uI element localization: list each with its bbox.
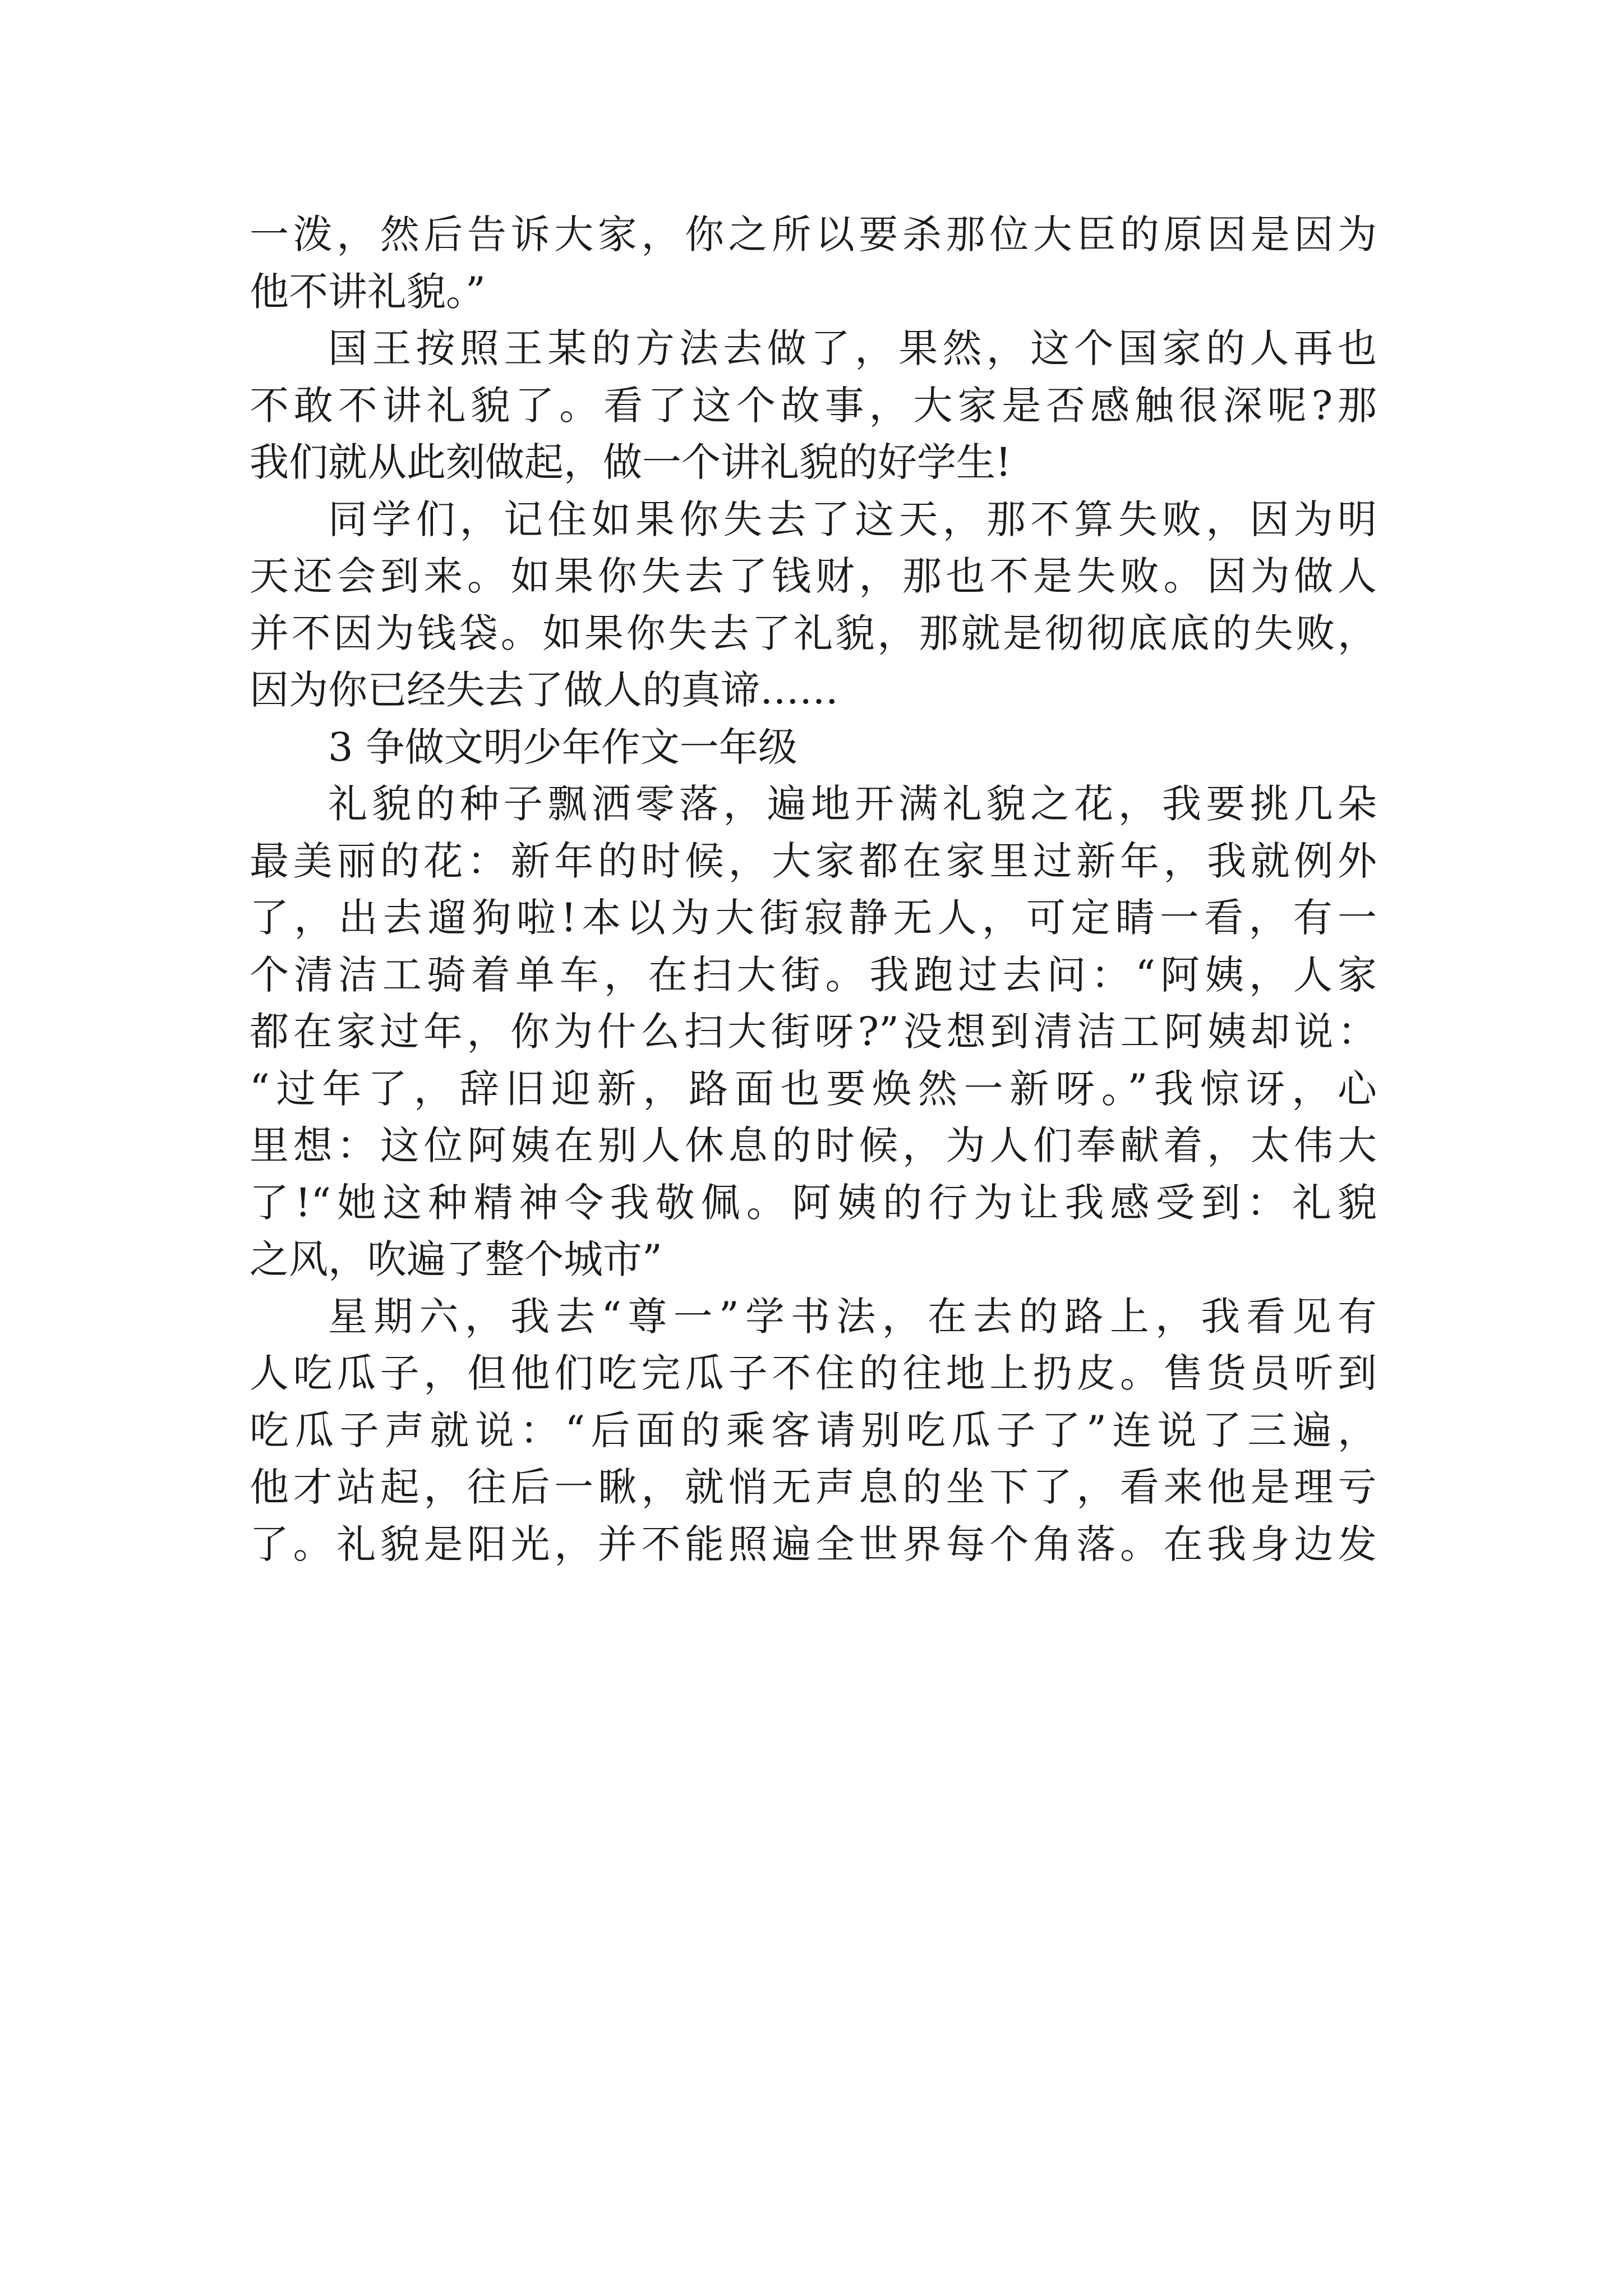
text-line: 不敢不讲礼貌了。看了这个故事，大家是否感触很深呢?那 [250,382,1377,429]
text-line: 最美丽的花：新年的时候，大家都在家里过新年，我就例外 [250,838,1377,884]
section-heading: 3 争做文明少年作文一年级 [328,724,797,770]
text-line: “过年了，辞旧迎新，路面也要焕然一新呀。”我惊讶，心 [250,1065,1377,1112]
text-line: 一泼，然后告诉大家，你之所以要杀那位大臣的原因是因为 [250,211,1377,257]
text-line: 了，出去遛狗啦!本以为大街寂静无人，可定睛一看，有一 [250,895,1377,941]
text-line: 了。礼貌是阳光，并不能照遍全世界每个角落。在我身边发 [250,1521,1377,1567]
text-line: 人吃瓜子，但他们吃完瓜子不住的往地上扔皮。售货员听到 [250,1350,1377,1396]
text-line: 我们就从此刻做起，做一个讲礼貌的好学生! [250,439,1012,485]
text-line: 个清洁工骑着单车，在扫大街。我跑过去问：“阿姨，人家 [250,951,1377,998]
text-line: 他才站起，往后一瞅，就悄无声息的坐下了，看来他是理亏 [250,1464,1377,1510]
text-line: 了!“她这种精神令我敬佩。阿姨的行为让我感受到：礼貌 [250,1179,1377,1226]
paragraph-first-line: 星期六，我去“尊一”学书法，在去的路上，我看见有 [328,1293,1377,1340]
text-line: 里想：这位阿姨在别人休息的时候，为人们奉献着，太伟大 [250,1122,1377,1168]
paragraph-first-line: 礼貌的种子飘洒零落，遍地开满礼貌之花，我要挑几朵 [328,781,1377,827]
text-line: 因为你已经失去了做人的真谛…… [250,667,838,713]
text-line: 并不因为钱袋。如果你失去了礼貌，那就是彻彻底底的失败， [250,610,1377,656]
text-line: 之风，吹遍了整个城市” [250,1236,662,1282]
document-body [250,206,1377,1573]
paragraph-first-line: 同学们，记住如果你失去了这天，那不算失败，因为明 [328,496,1377,542]
paragraph-first-line: 国王按照王某的方法去做了，果然，这个国家的人再也 [328,325,1377,371]
text-line: 他不讲礼貌。” [250,268,486,315]
text-line: 都在家过年，你为什么扫大街呀?”没想到清洁工阿姨却说： [250,1009,1377,1055]
text-line: 天还会到来。如果你失去了钱财，那也不是失败。因为做人 [250,553,1377,599]
text-line: 吃瓜子声就说：“后面的乘客请别吃瓜子了”连说了三遍， [250,1407,1377,1453]
